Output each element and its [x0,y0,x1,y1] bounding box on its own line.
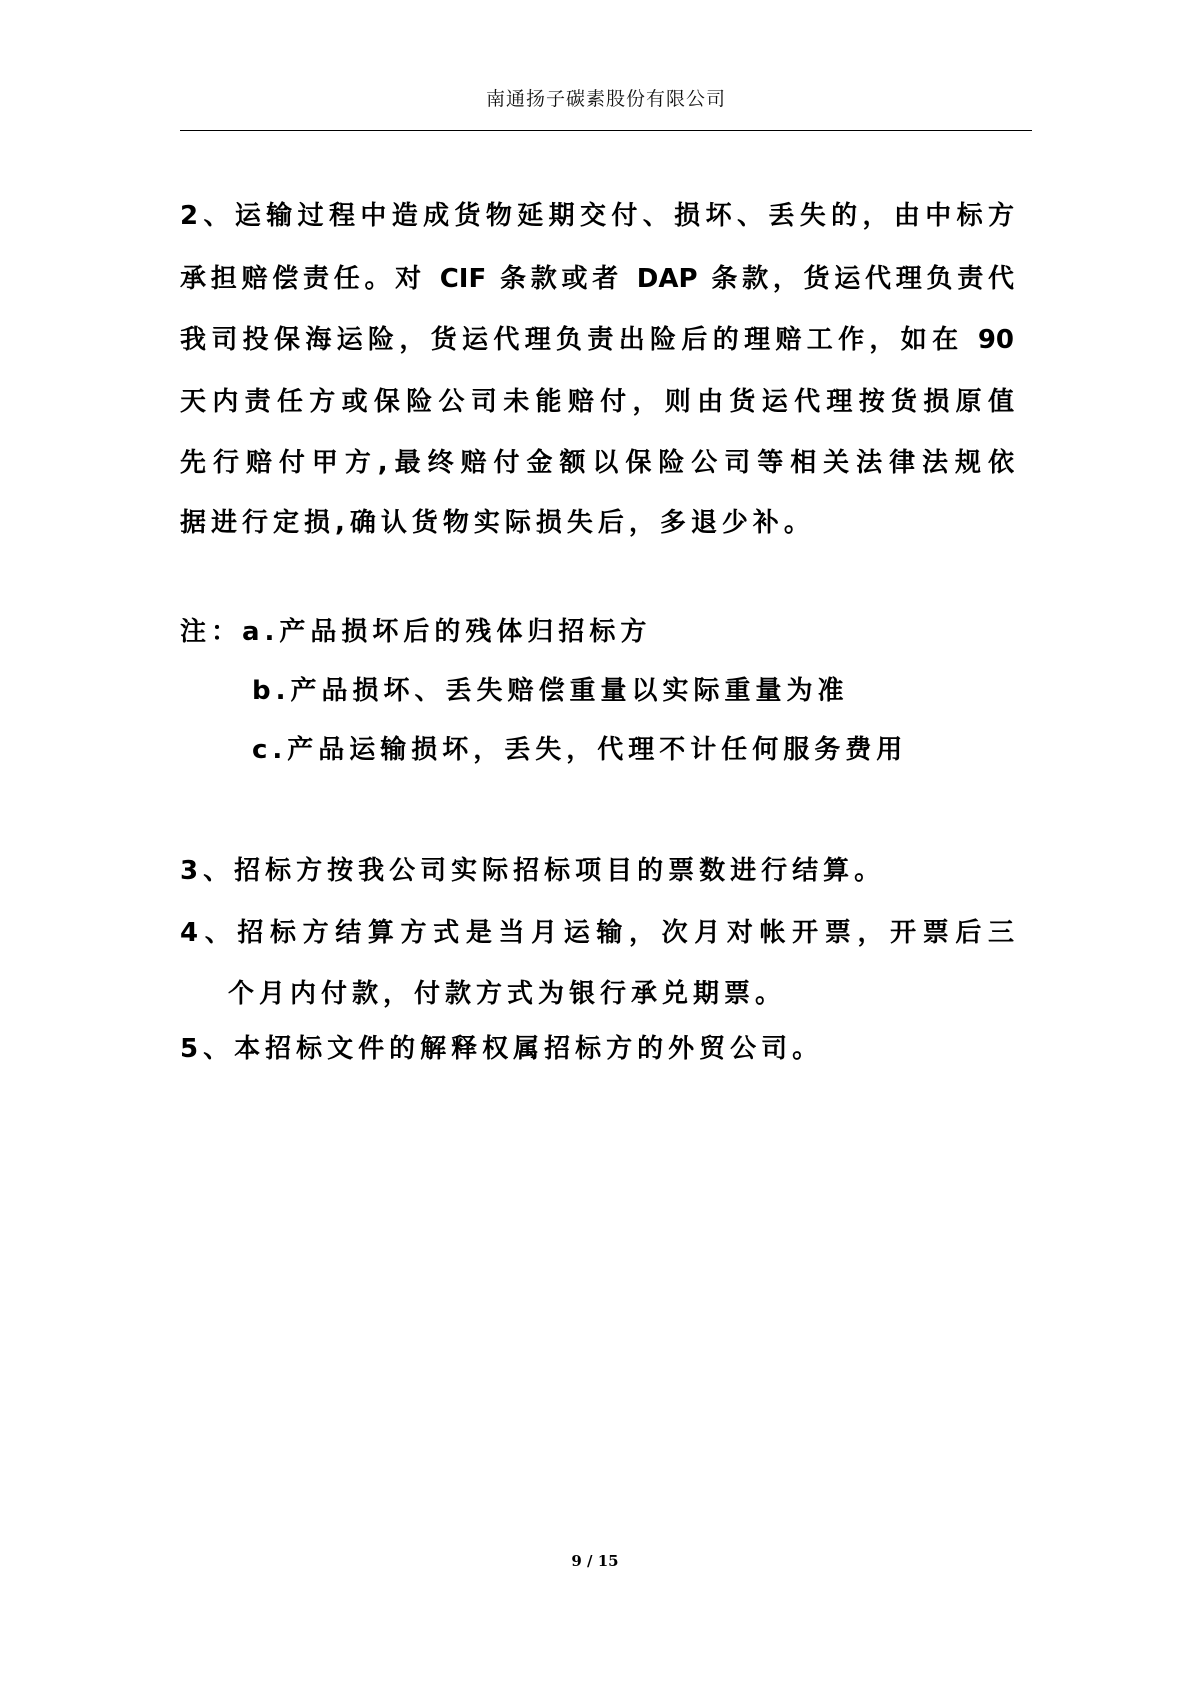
page-header-company: 南通扬子碳素股份有限公司 [485,88,726,110]
clause-2-line-3: 我司投保海运险，货运代理负责出险后的理赔工作，如在 90 [180,325,1014,355]
header-divider [180,130,1032,131]
clause-2-line-2: 承担赔偿责任。对 CIF 条款或者 DAP 条款，货运代理负责代 [180,264,1014,294]
note-a: 注：a.产品损坏后的残体归招标方 [180,617,652,647]
clause-2-line-5: 先行赔付甲方,最终赔付金额以保险公司等相关法律法规依 [180,448,1014,478]
clause-4-line-1: 4、招标方结算方式是当月运输，次月对帐开票，开票后三 [180,918,1014,948]
clause-2-line-1: 2、运输过程中造成货物延期交付、损坏、丢失的，由中标方 [180,201,1014,231]
note-c: c.产品运输损坏，丢失，代理不计任何服务费用 [252,735,908,765]
clause-2-line-6: 据进行定损,确认货物实际损失后，多退少补。 [180,508,815,538]
page-number: 9 / 15 [571,1552,619,1570]
clause-2-line-4: 天内责任方或保险公司未能赔付，则由货运代理按货损原值 [180,387,1014,417]
note-b: b.产品损坏、丢失赔偿重量以实际重量为准 [252,676,849,706]
clause-4-line-2: 个月内付款，付款方式为银行承兑期票。 [228,979,787,1009]
clause-5: 5、本招标文件的解释权属招标方的外贸公司。 [180,1034,824,1064]
clause-3: 3、招标方按我公司实际招标项目的票数进行结算。 [180,856,886,886]
